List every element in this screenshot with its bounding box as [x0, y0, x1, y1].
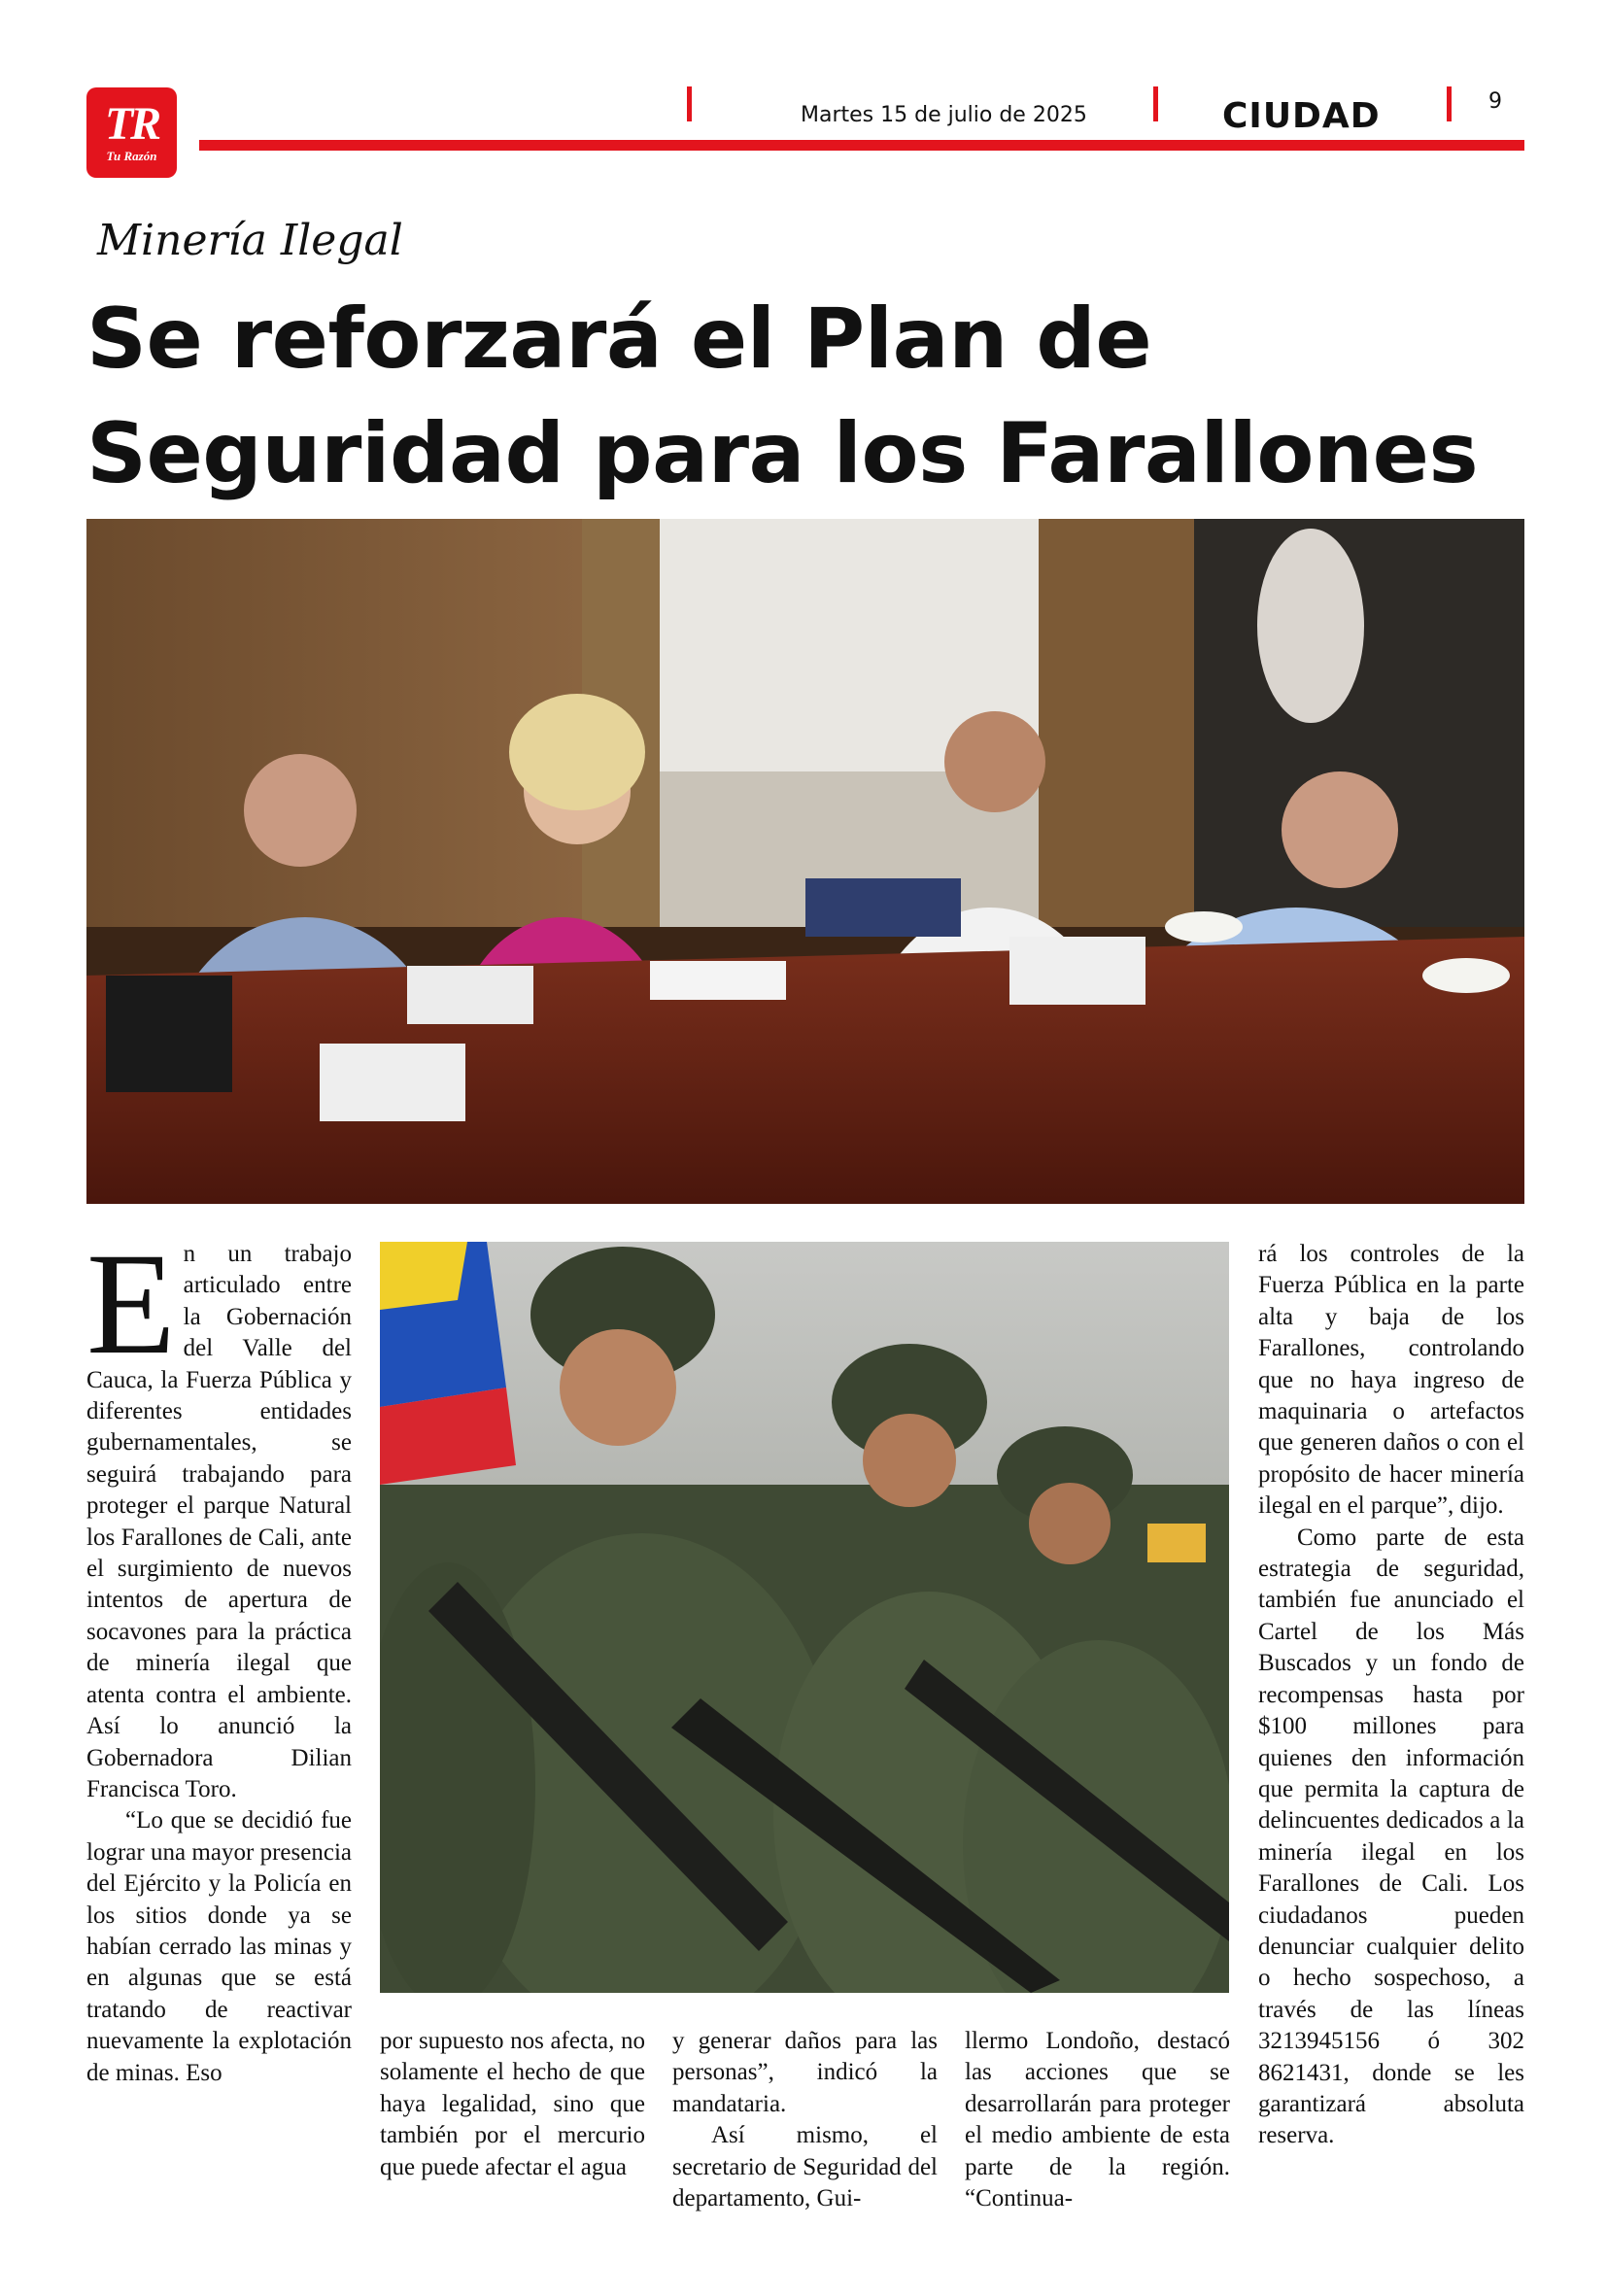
- newspaper-logo: [86, 87, 177, 178]
- article-column-1: [86, 1223, 352, 2089]
- paragraph: “Lo que se decidió fue lograr una mayor presencia del Ejército y la Policía en los sitios donde ya se habían cerrado las minas y en algunas que se está tratando de reactivar nuevamente la explotación de minas. Eso: [86, 1807, 352, 2086]
- logo-mark: TR: [104, 97, 159, 150]
- issue-date: Martes 15 de julio de 2025: [801, 103, 1087, 127]
- meeting-photo: [86, 519, 1524, 1204]
- article-column-2: [380, 2026, 645, 2183]
- logo-name: Tu Razón: [106, 148, 157, 163]
- header-divider-1: [687, 86, 692, 121]
- page-number: 9: [1488, 89, 1502, 114]
- paragraph: n un trabajo articulado entre la Gobernación del Valle del Cauca, la Fuerza Pública y diferentes entidades gubernamentales, se seguirá trabajando para proteger el parque Natural los Farallones de Cali, ante el surgimiento de nuevos intentos de apertura de socavones para la práctica de minería ilegal que atenta contra el ambiente. Así lo anunció la Gobernadora Dilian Francisca Toro.: [86, 1241, 352, 1802]
- paragraph: llermo Londoño, destacó las acciones que se desarrollarán para proteger el medio ambiente de esta parte de la región. “Continua-: [965, 2028, 1230, 2212]
- article-column-3: [672, 2026, 938, 2214]
- paragraph: Así mismo, el secretario de Seguridad del departamento, Gui-: [672, 2122, 938, 2212]
- paragraph: Como parte de esta estrategia de seguridad, también fue anunciado el Cartel de los Más Buscados y un fondo de recompensas hasta por $100 millones para quienes den información que permita la captura de delincuentes dedicados a la minería ilegal en los Farallones de Cali. Los ciudadanos pueden denunciar cualquier delito o hecho sospechoso, a través de las líneas 3213945156 ó 302 8621431, donde se les garantizará absoluta reserva.: [1258, 1524, 1524, 2149]
- paragraph: y generar daños para las personas”, indicó la mandataria.: [672, 2028, 938, 2117]
- article-column-4: [965, 2026, 1230, 2214]
- article-headline: Se reforzará el Plan de Seguridad para los Farallones: [86, 291, 1479, 502]
- header-divider-2: [1153, 86, 1158, 121]
- article-column-5: [1258, 1239, 1524, 2152]
- paragraph: rá los controles de la Fuerza Pública en la parte alta y baja de los Farallones, controlando que no haya ingreso de maquinaria o artefactos que generen daños o con el propósito de hacer minería ilegal en el parque”, dijo.: [1258, 1241, 1524, 1520]
- section-name: CIUDAD: [1222, 96, 1381, 136]
- header-rule: [199, 140, 1524, 151]
- drop-cap: E: [86, 1223, 176, 1385]
- article-kicker: Minería Ilegal: [97, 216, 403, 265]
- police-photo: [380, 1242, 1229, 1993]
- header-divider-3: [1447, 86, 1452, 121]
- paragraph: por supuesto nos afecta, no solamente el hecho de que haya legalidad, sino que también por el mercurio que puede afectar el agua: [380, 2028, 645, 2180]
